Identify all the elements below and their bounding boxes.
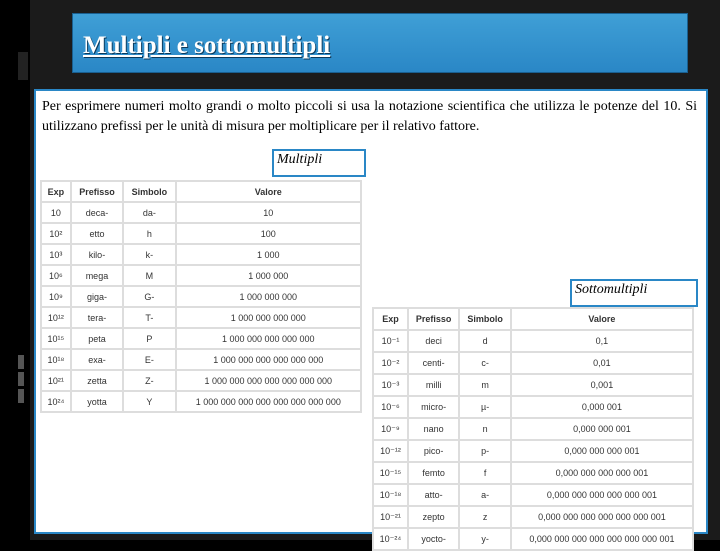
cell-exp: 10²¹: [42, 371, 70, 390]
cell-valore: 0,000 000 000 000 000 001: [512, 485, 692, 505]
left-bar: [0, 0, 30, 540]
cell-prefisso: kilo-: [72, 245, 122, 264]
cell-exp: 10⁻⁶: [374, 397, 407, 417]
cell-valore: 1 000 000 000: [177, 287, 360, 306]
cell-exp: 10⁻⁹: [374, 419, 407, 439]
multipli-label: Multipli: [272, 149, 366, 177]
table-row: [374, 397, 692, 417]
table-row: [374, 331, 692, 351]
cell-exp: 10⁻²¹: [374, 507, 407, 527]
cell-simbolo: µ-: [460, 397, 509, 417]
table-row: [374, 485, 692, 505]
table-row: [42, 308, 360, 327]
cell-valore: 0,000 000 000 000 000 000 000 001: [512, 529, 692, 549]
cell-prefisso: zetta: [72, 371, 122, 390]
cell-prefisso: yocto-: [409, 529, 458, 549]
cell-valore: 1 000 000 000 000 000 000 000 000: [177, 392, 360, 411]
cell-prefisso: micro-: [409, 397, 458, 417]
cell-prefisso: pico-: [409, 441, 458, 461]
cell-exp: 10: [42, 203, 70, 222]
cell-valore: 1 000 000 000 000: [177, 308, 360, 327]
cell-prefisso: femto: [409, 463, 458, 483]
cell-simbolo: p-: [460, 441, 509, 461]
header-prefisso: Prefisso: [72, 182, 122, 201]
cell-simbolo: d: [460, 331, 509, 351]
decor-stripe: [18, 372, 24, 386]
cell-simbolo: P: [124, 329, 174, 348]
title-banner: [72, 13, 688, 73]
content-panel: [34, 89, 708, 544]
cell-valore: 0,01: [512, 353, 692, 373]
cell-simbolo: Y: [124, 392, 174, 411]
cell-valore: 0,000 000 000 000 000 000 001: [512, 507, 692, 527]
header-simbolo: Simbolo: [460, 309, 509, 329]
header-valore: Valore: [177, 182, 360, 201]
cell-valore: 1 000 000 000 000 000: [177, 329, 360, 348]
cell-exp: 10¹⁸: [42, 350, 70, 369]
cell-simbolo: Z-: [124, 371, 174, 390]
cell-exp: 10¹²: [42, 308, 70, 327]
table-row: [374, 419, 692, 439]
cell-prefisso: deci: [409, 331, 458, 351]
table-row: [374, 375, 692, 395]
cell-prefisso: mega: [72, 266, 122, 285]
cell-simbolo: c-: [460, 353, 509, 373]
cell-valore: 10: [177, 203, 360, 222]
cell-valore: 0,000 001: [512, 397, 692, 417]
cell-prefisso: milli: [409, 375, 458, 395]
table-row: [374, 353, 692, 373]
cell-valore: 0,1: [512, 331, 692, 351]
cell-simbolo: E-: [124, 350, 174, 369]
cell-exp: 10⁻²⁴: [374, 529, 407, 549]
cell-valore: 0,000 000 000 001: [512, 441, 692, 461]
cell-exp: 10⁻¹⁸: [374, 485, 407, 505]
cell-exp: 10⁻³: [374, 375, 407, 395]
cell-prefisso: centi-: [409, 353, 458, 373]
page-title: Multipli e sottomultipli: [83, 32, 331, 59]
sottomultipli-table: [372, 307, 694, 551]
table-row: [374, 463, 692, 483]
cell-prefisso: etto: [72, 224, 122, 243]
cell-prefisso: yotta: [72, 392, 122, 411]
multipli-table: [40, 180, 362, 413]
cell-prefisso: giga-: [72, 287, 122, 306]
cell-valore: 0,000 000 000 000 001: [512, 463, 692, 483]
cell-simbolo: G-: [124, 287, 174, 306]
cell-exp: 10²⁴: [42, 392, 70, 411]
cell-valore: 1 000 000 000 000 000 000: [177, 350, 360, 369]
cell-valore: 1 000: [177, 245, 360, 264]
table-row: [42, 245, 360, 264]
cell-simbolo: k-: [124, 245, 174, 264]
header-exp: Exp: [42, 182, 70, 201]
cell-valore: 100: [177, 224, 360, 243]
header-exp: Exp: [374, 309, 407, 329]
cell-prefisso: peta: [72, 329, 122, 348]
header-simbolo: Simbolo: [124, 182, 174, 201]
cell-simbolo: a-: [460, 485, 509, 505]
cell-prefisso: atto-: [409, 485, 458, 505]
cell-exp: 10⁻¹²: [374, 441, 407, 461]
cell-simbolo: m: [460, 375, 509, 395]
cell-exp: 10⁻¹⁵: [374, 463, 407, 483]
header-valore: Valore: [512, 309, 692, 329]
cell-exp: 10⁻²: [374, 353, 407, 373]
cell-simbolo: M: [124, 266, 174, 285]
cell-simbolo: f: [460, 463, 509, 483]
table-row: [42, 287, 360, 306]
cell-simbolo: n: [460, 419, 509, 439]
intro-text: Per esprimere numeri molto grandi o molto piccoli si usa la notazione scientifica che utilizza le potenze del 10. Si utilizzano prefissi per le unità di misura per moltiplicare per il relativo fattore.: [42, 99, 697, 134]
decor-square: [18, 52, 28, 80]
cell-prefisso: zepto: [409, 507, 458, 527]
table-row: [374, 441, 692, 461]
table-header-row: [374, 309, 692, 329]
table-row: [42, 350, 360, 369]
decor-stripe: [18, 355, 24, 369]
cell-simbolo: z: [460, 507, 509, 527]
cell-valore: 0,001: [512, 375, 692, 395]
table-row: [374, 529, 692, 549]
cell-exp: 10¹⁵: [42, 329, 70, 348]
cell-valore: 1 000 000 000 000 000 000 000: [177, 371, 360, 390]
cell-exp: 10³: [42, 245, 70, 264]
sottomultipli-label: Sottomultipli: [570, 279, 698, 307]
cell-exp: 10⁶: [42, 266, 70, 285]
cell-prefisso: nano: [409, 419, 458, 439]
cell-valore: 0,000 000 001: [512, 419, 692, 439]
table-row: [42, 392, 360, 411]
cell-exp: 10²: [42, 224, 70, 243]
cell-simbolo: T-: [124, 308, 174, 327]
table-row: [42, 329, 360, 348]
cell-valore: 1 000 000: [177, 266, 360, 285]
cell-prefisso: tera-: [72, 308, 122, 327]
cell-simbolo: y-: [460, 529, 509, 549]
cell-prefisso: deca-: [72, 203, 122, 222]
table-row: [42, 371, 360, 390]
cell-simbolo: da-: [124, 203, 174, 222]
decor-stripe: [18, 389, 24, 403]
cell-prefisso: exa-: [72, 350, 122, 369]
table-row: [42, 266, 360, 285]
header-prefisso: Prefisso: [409, 309, 458, 329]
cell-exp: 10⁻¹: [374, 331, 407, 351]
table-row: [42, 224, 360, 243]
table-row: [42, 203, 360, 222]
cell-simbolo: h: [124, 224, 174, 243]
cell-exp: 10⁹: [42, 287, 70, 306]
table-row: [374, 507, 692, 527]
table-header-row: [42, 182, 360, 201]
